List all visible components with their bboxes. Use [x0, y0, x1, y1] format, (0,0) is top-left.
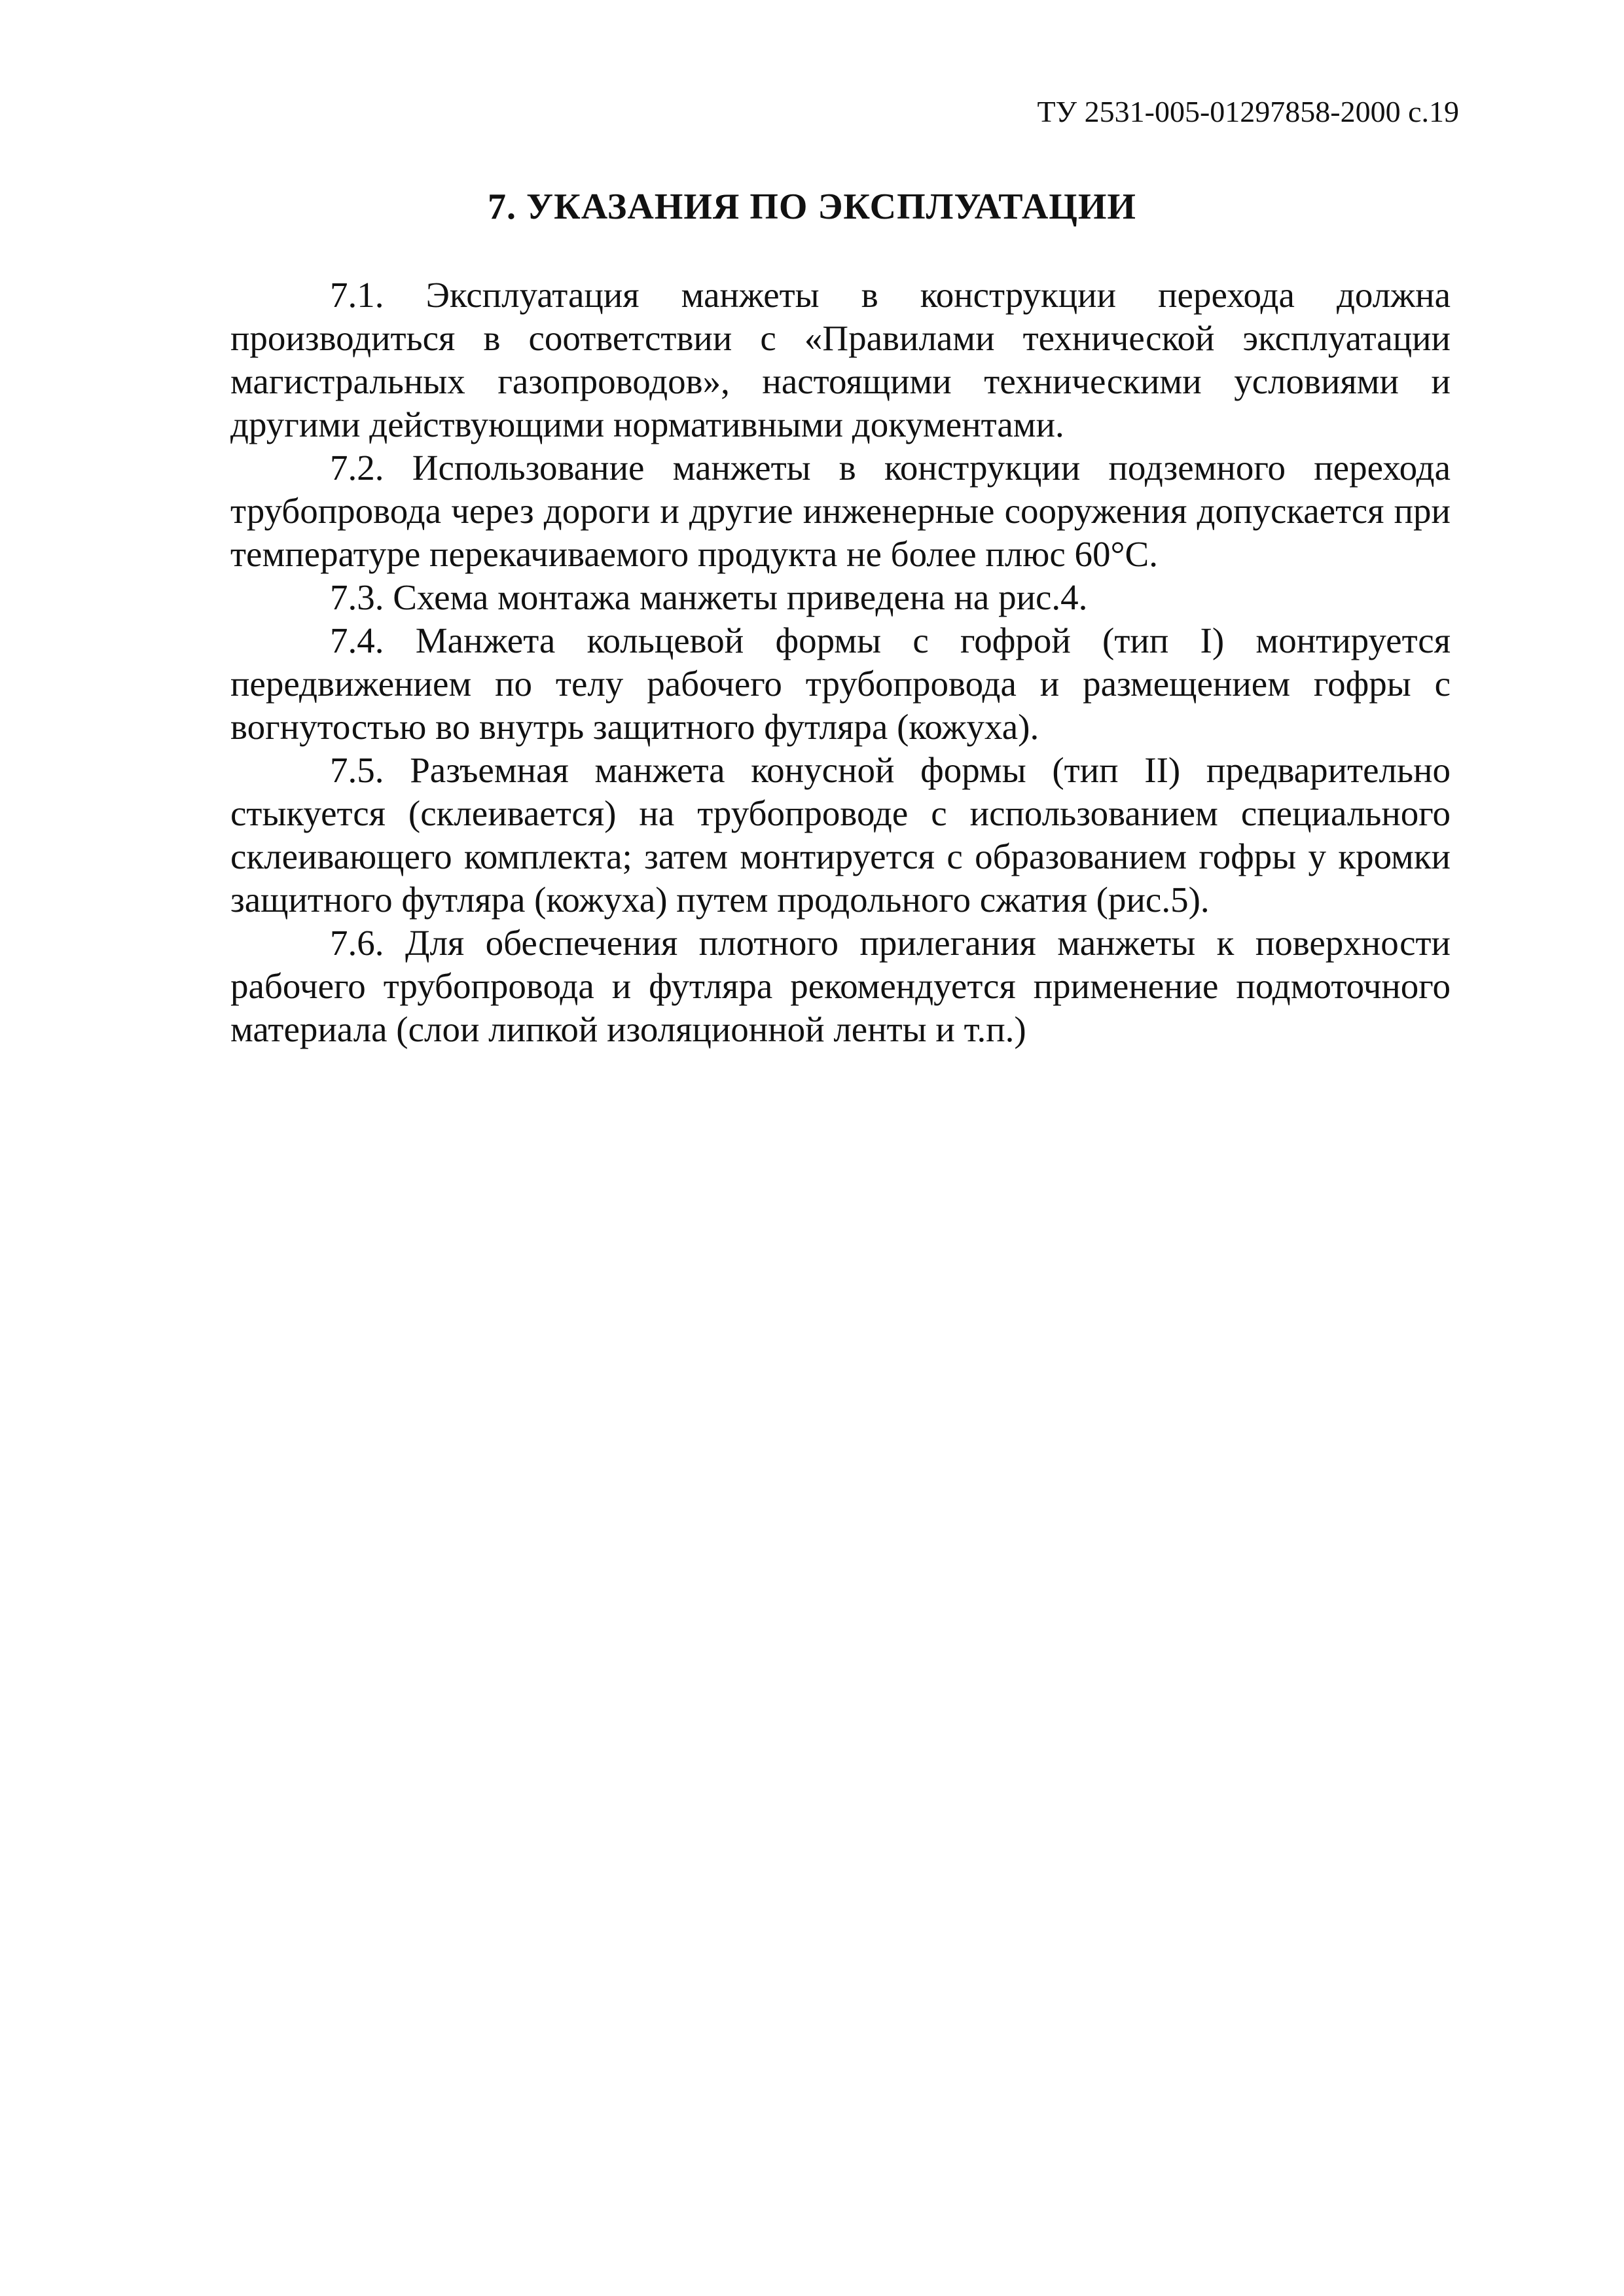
paragraph-text: Эксплуатация манжеты в конструкции перехода должна производиться в соответствии с «Правилами технической эксплуатации магистральных газопроводов», настоящими техническими условиями и другими действующими нормативными документами.: [230, 275, 1451, 444]
paragraph-text: Схема монтажа манжеты приведена на рис.4.: [393, 577, 1088, 617]
paragraph-number: 7.6.: [330, 923, 384, 963]
document-reference-header: ТУ 2531-005-01297858-2000 с.19: [1037, 95, 1459, 128]
paragraph-number: 7.2.: [330, 448, 384, 488]
paragraph-text: Использование манжеты в конструкции подземного перехода трубопровода через дороги и другие инженерные сооружения допускается при температуре перекачиваемого продукта не более плюс 60°С.: [230, 448, 1451, 574]
paragraph-text: Для обеспечения плотного прилегания манжеты к поверхности рабочего трубопровода и футляра рекомендуется применение подмоточного материала (слои липкой изоляционной ленты и т.п.): [230, 923, 1451, 1049]
section-title: 7. УКАЗАНИЯ ПО ЭКСПЛУАТАЦИИ: [488, 187, 1136, 227]
section-body: [230, 274, 1451, 1051]
paragraph-number: 7.3.: [330, 577, 384, 617]
paragraph-7-3: [230, 576, 1451, 619]
paragraph-text: Разъемная манжета конусной формы (тип II) предварительно стыкуется (склеивается) на трубопроводе с использованием специального склеивающего комплекта; затем монтируется с образованием гофры у кромки защитного футляра (кожуха) путем продольного сжатия (рис.5).: [230, 750, 1451, 920]
paragraph-text: Манжета кольцевой формы с гофрой (тип I) монтируется передвижением по телу рабочего трубопровода и размещением гофры с вогнутостью во внутрь защитного футляра (кожуха).: [230, 620, 1451, 747]
paragraph-7-5: [230, 749, 1451, 922]
paragraph-number: 7.4.: [330, 620, 384, 660]
paragraph-7-6: [230, 922, 1451, 1051]
paragraph-number: 7.5.: [330, 750, 384, 790]
paragraph-7-4: [230, 619, 1451, 749]
paragraph-7-2: [230, 446, 1451, 576]
paragraph-number: 7.1.: [330, 275, 384, 315]
paragraph-7-1: [230, 274, 1451, 446]
